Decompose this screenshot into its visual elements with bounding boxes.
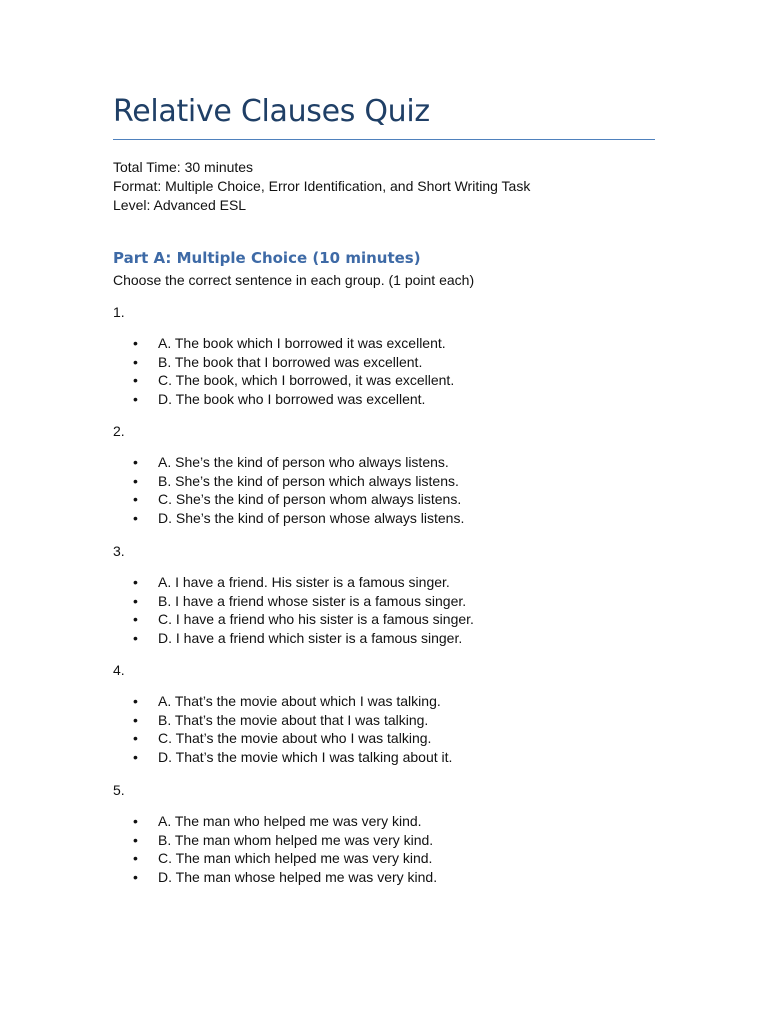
option-text: B. That’s the movie about that I was talking. <box>158 711 429 728</box>
question-5 <box>113 781 655 887</box>
bullet-icon: • <box>133 472 138 489</box>
option-item <box>113 868 655 887</box>
option-item <box>113 812 655 831</box>
option-text: C. That’s the movie about who I was talking. <box>158 730 432 747</box>
option-list <box>113 692 655 767</box>
option-text: D. I have a friend which sister is a famous singer. <box>158 630 463 647</box>
option-text: A. The man who helped me was very kind. <box>158 813 422 829</box>
bullet-icon: • <box>133 749 138 766</box>
page-title: Relative Clauses Quiz <box>113 94 430 129</box>
bullet-icon: • <box>133 831 138 848</box>
option-text: A. That’s the movie about which I was talking. <box>158 693 441 709</box>
option-text: C. The man which helped me was very kind. <box>158 850 433 867</box>
option-text: A. She’s the kind of person who always listens. <box>158 454 449 470</box>
quiz-format: Format: Multiple Choice, Error Identification, and Short Writing Task <box>113 178 531 194</box>
option-item <box>113 748 655 767</box>
option-text: B. The book that I borrowed was excellent. <box>158 353 423 370</box>
total-time: Total Time: 30 minutes <box>113 159 254 175</box>
bullet-icon: • <box>133 693 138 709</box>
bullet-icon: • <box>133 574 138 590</box>
option-item <box>113 692 655 711</box>
option-text: D. That’s the movie which I was talking about it. <box>158 749 453 766</box>
bullet-icon: • <box>133 454 138 470</box>
title-divider <box>113 139 655 140</box>
quiz-level: Level: Advanced ESL <box>113 197 247 213</box>
option-item <box>113 629 655 648</box>
bullet-icon: • <box>133 730 138 747</box>
part-a-instructions: Choose the correct sentence in each group. (1 point each) <box>113 272 475 288</box>
option-list <box>113 573 655 648</box>
bullet-icon: • <box>133 491 138 508</box>
option-text: D. The book who I borrowed was excellent. <box>158 391 426 408</box>
question-number: 2. <box>113 423 125 439</box>
bullet-icon: • <box>133 850 138 867</box>
option-text: C. I have a friend who his sister is a famous singer. <box>158 611 474 628</box>
option-item <box>113 353 655 372</box>
option-item <box>113 849 655 868</box>
bullet-icon: • <box>133 353 138 370</box>
option-text: D. She’s the kind of person whose always listens. <box>158 510 465 527</box>
bullet-icon: • <box>133 372 138 389</box>
part-a-heading: Part A: Multiple Choice (10 minutes) <box>113 249 421 267</box>
question-4 <box>113 661 655 767</box>
bullet-icon: • <box>133 630 138 647</box>
option-item <box>113 390 655 409</box>
bullet-icon: • <box>133 611 138 628</box>
bullet-icon: • <box>133 813 138 829</box>
option-item <box>113 831 655 850</box>
option-item <box>113 711 655 730</box>
question-number: 4. <box>113 662 125 678</box>
question-number: 5. <box>113 782 125 798</box>
option-text: C. She’s the kind of person whom always listens. <box>158 491 462 508</box>
option-list <box>113 334 655 409</box>
question-2 <box>113 422 655 528</box>
bullet-icon: • <box>133 869 138 886</box>
option-item <box>113 592 655 611</box>
option-item <box>113 729 655 748</box>
option-text: C. The book, which I borrowed, it was excellent. <box>158 372 455 389</box>
option-text: B. She’s the kind of person which always listens. <box>158 472 459 489</box>
option-text: A. I have a friend. His sister is a famous singer. <box>158 574 450 590</box>
option-item <box>113 610 655 629</box>
bullet-icon: • <box>133 711 138 728</box>
question-1 <box>113 303 655 409</box>
bullet-icon: • <box>133 592 138 609</box>
bullet-icon: • <box>133 510 138 527</box>
option-item <box>113 573 655 592</box>
option-item <box>113 509 655 528</box>
option-list <box>113 812 655 887</box>
question-number: 1. <box>113 304 125 320</box>
bullet-icon: • <box>133 391 138 408</box>
question-3 <box>113 542 655 648</box>
option-list <box>113 453 655 528</box>
option-item <box>113 453 655 472</box>
option-item <box>113 371 655 390</box>
option-text: B. I have a friend whose sister is a famous singer. <box>158 592 467 609</box>
option-item <box>113 472 655 491</box>
option-text: A. The book which I borrowed it was excellent. <box>158 335 446 351</box>
question-number: 3. <box>113 543 125 559</box>
quiz-meta <box>113 158 530 215</box>
option-text: B. The man whom helped me was very kind. <box>158 831 434 848</box>
option-text: D. The man whose helped me was very kind. <box>158 869 438 886</box>
bullet-icon: • <box>133 335 138 351</box>
option-item <box>113 334 655 353</box>
option-item <box>113 490 655 509</box>
